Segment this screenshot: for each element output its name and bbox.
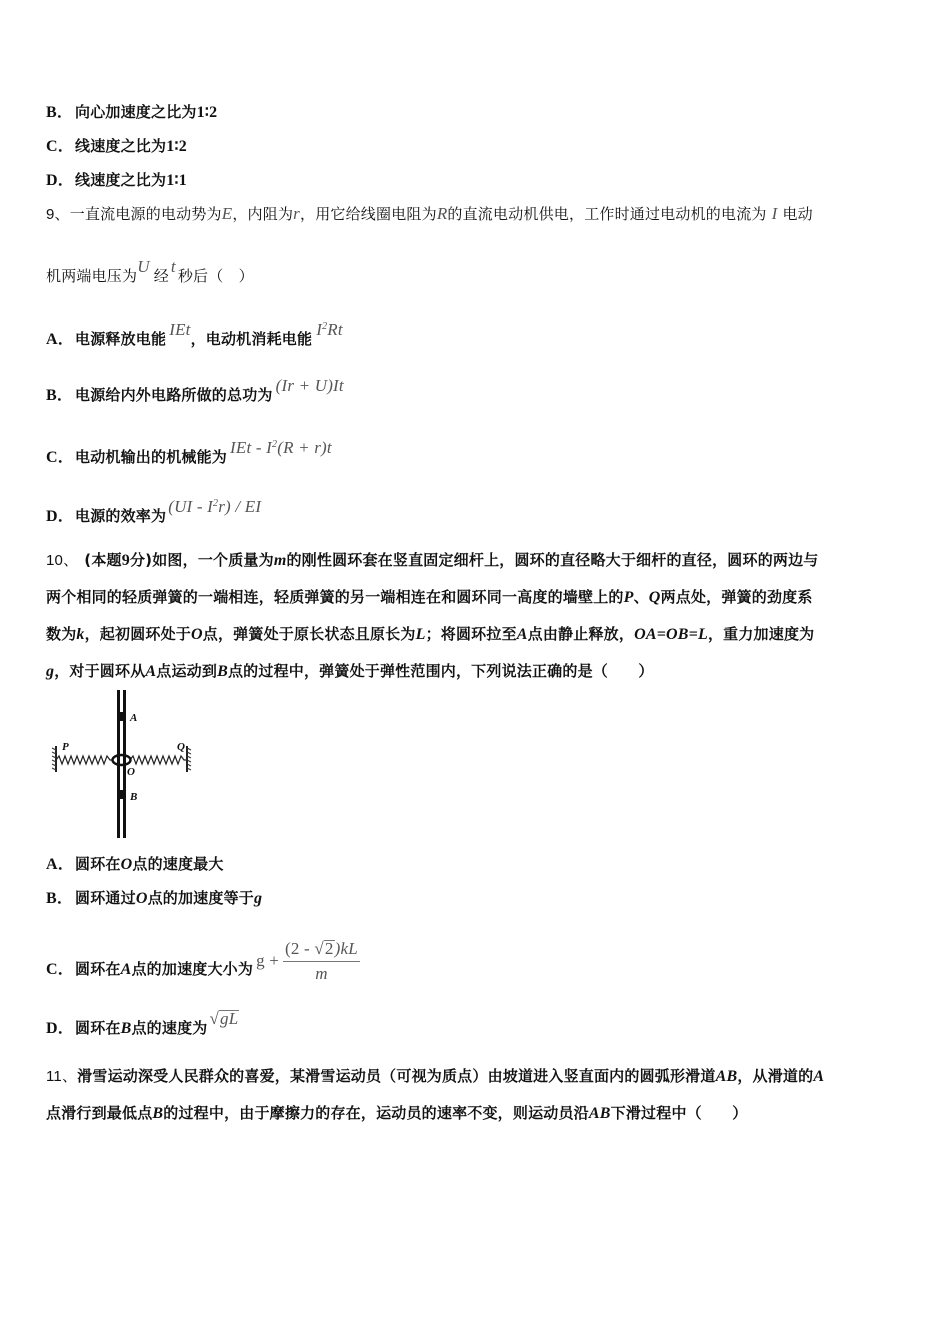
- option-letter: D．: [46, 508, 74, 525]
- fraction-denominator: m: [315, 964, 328, 983]
- q10-option-d: [46, 1009, 239, 1039]
- stem-text: ，内阻为: [232, 205, 294, 223]
- var-U: U: [137, 257, 150, 276]
- option-letter: B．: [46, 387, 74, 404]
- q8-option-b: [46, 102, 217, 123]
- q11-stem-line2: [46, 1103, 747, 1124]
- var-k: k: [76, 626, 85, 643]
- stem-text: 、: [633, 588, 649, 606]
- stem-text: 秒后（ ）: [177, 267, 254, 285]
- formula-g-plus: g +: [256, 951, 280, 970]
- var-AB: AB: [588, 1105, 611, 1122]
- spring-ring-figure: [50, 690, 200, 838]
- q9-option-b: [46, 376, 344, 406]
- var-B: B: [152, 1105, 164, 1122]
- option-text: 点的速度最大: [132, 855, 224, 873]
- equation: OA=OB=L: [634, 626, 708, 643]
- stem-text: ，起初圆环处于: [84, 625, 192, 643]
- var-t: t: [170, 257, 176, 276]
- formula-part: (R + r)t: [277, 438, 332, 457]
- formula: IEt: [169, 320, 191, 339]
- fraction: [283, 939, 360, 984]
- spring-ring-diagram: [50, 690, 200, 838]
- q10-stem-line3: [46, 624, 814, 645]
- option-text: 线速度之比为: [75, 137, 167, 155]
- q8-option-c: [46, 136, 187, 157]
- stem-text: 的直流电动机供电，工作时通过电动机的电流为: [447, 205, 767, 223]
- formula-part: (UI - I: [168, 497, 214, 516]
- stem-text: 分)如图，一个质量为: [129, 551, 274, 569]
- option-text: ，电动机消耗电能: [190, 330, 313, 348]
- formula-part: r) / EI: [218, 497, 262, 516]
- var-O: O: [191, 626, 203, 643]
- formula-sqrt: [210, 1009, 240, 1028]
- fraction-numerator: [283, 939, 360, 962]
- sqrt-icon: √: [314, 939, 324, 958]
- label-O: O: [127, 766, 135, 778]
- option-letter: C．: [46, 138, 74, 155]
- stem-text: ，重力加速度为: [707, 625, 815, 643]
- option-text: 圆环在: [75, 855, 121, 873]
- stem-text: (本题: [84, 551, 122, 569]
- sqrt-content: gL: [220, 1009, 239, 1028]
- formula: (Ir + U)It: [275, 376, 344, 395]
- q8-option-d: [46, 170, 187, 191]
- formula-rest: Rt: [327, 320, 343, 339]
- option-text: 电源释放电能: [75, 330, 167, 348]
- formula: [168, 497, 261, 516]
- stem-text: 点运动到: [156, 662, 218, 680]
- stem-text: 点滑行到最低点: [46, 1104, 153, 1122]
- stem-text: 点由静止释放，: [527, 625, 635, 643]
- option-letter: A．: [46, 331, 74, 348]
- question-number: 10、: [46, 552, 79, 569]
- q10-stem-line4: [46, 661, 654, 682]
- stem-text: ，对于圆环从: [54, 662, 146, 680]
- var-R: R: [436, 204, 448, 223]
- option-text: 圆环通过: [75, 889, 136, 907]
- option-letter: D．: [46, 172, 74, 189]
- option-text: 点的加速度等于: [147, 889, 254, 907]
- option-text: 圆环在: [75, 960, 121, 978]
- option-text: 点的速度为: [131, 1019, 208, 1037]
- option-ratio: 1∶1: [166, 172, 187, 189]
- var-I: I: [771, 204, 778, 223]
- option-letter: C．: [46, 449, 74, 466]
- var-E: E: [221, 204, 233, 223]
- formula-sup: 2: [213, 498, 219, 509]
- label-B: B: [130, 791, 138, 803]
- stem-text: 两个相同的轻质弹簧的一端相连，轻质弹簧的另一端相连在和圆环同一高度的墙壁上的: [46, 588, 624, 606]
- var-O: O: [120, 856, 133, 873]
- q10-stem-line2: [46, 587, 813, 608]
- option-letter: B．: [46, 890, 74, 907]
- stem-text: 点，弹簧处于原长状态且原长为: [202, 625, 416, 643]
- var-O: O: [135, 890, 148, 907]
- stem-text: 下滑过程中（ ）: [610, 1104, 748, 1122]
- q10-option-a: [46, 854, 224, 875]
- stem-text: ，用它给线圈电阻为: [300, 205, 437, 223]
- stem-text: 电动: [782, 205, 813, 223]
- stem-text: 经: [153, 267, 169, 285]
- stem-text: 两点处，弹簧的劲度系: [660, 588, 813, 606]
- var-P: P: [623, 589, 634, 606]
- var-r: r: [293, 204, 300, 223]
- q9-option-d: [46, 497, 262, 527]
- q9-stem-line2: [46, 257, 254, 286]
- option-letter: D．: [46, 1020, 74, 1037]
- question-number: 9、: [46, 206, 70, 223]
- stem-text: 的刚性圆环套在竖直固定细杆上，圆环的直径略大于细杆的直径，圆环的两边与: [286, 551, 819, 569]
- q9-stem-line1: [46, 204, 813, 225]
- label-P: P: [62, 741, 69, 753]
- option-text: 电源的效率为: [75, 507, 167, 525]
- stem-text: 滑雪运动深受人民群众的喜爱，某滑雪运动员（可视为质点）由坡道进入竖直面内的圆弧形滑道: [77, 1067, 716, 1085]
- stem-text: 机两端电压为: [46, 267, 138, 285]
- label-Q: Q: [177, 741, 185, 753]
- formula-sup: 2: [322, 321, 328, 332]
- option-text: 向心加速度之比为: [75, 103, 197, 121]
- var-A: A: [145, 663, 157, 680]
- option-letter: A．: [46, 856, 74, 873]
- var-A: A: [120, 961, 132, 978]
- option-text: 电动机输出的机械能为: [75, 448, 228, 466]
- var-g: g: [253, 890, 263, 907]
- var-Q: Q: [648, 589, 661, 606]
- option-text: 点的加速度大小为: [131, 960, 254, 978]
- q11-stem-line1: [46, 1066, 824, 1087]
- formula-sup: 2: [272, 439, 278, 450]
- score: 9: [121, 552, 130, 569]
- q9-option-a: [46, 320, 343, 350]
- numerator-part: (2 -: [285, 939, 315, 958]
- var-m: m: [273, 552, 287, 569]
- q10-option-c: [46, 939, 360, 992]
- numerator-part: )kL: [334, 939, 358, 958]
- stem-text: ，从滑道的: [737, 1067, 814, 1085]
- sqrt-icon: √: [209, 1009, 220, 1028]
- stem-text: 点的过程中，弹簧处于弹性范围内，下列说法正确的是（ ）: [227, 662, 654, 680]
- option-text: 圆环在: [75, 1019, 121, 1037]
- q10-option-b: [46, 888, 262, 909]
- stem-text: 的过程中，由于摩擦力的存在，运动员的速率不变，则运动员沿: [163, 1104, 589, 1122]
- option-ratio: 1∶2: [196, 104, 218, 121]
- q9-option-c: [46, 438, 332, 468]
- option-letter: C．: [46, 961, 74, 978]
- var-B: B: [120, 1020, 132, 1037]
- formula-part: IEt - I: [230, 438, 273, 457]
- option-ratio: 1∶2: [166, 138, 187, 155]
- var-A: A: [813, 1068, 825, 1085]
- stem-text: ；将圆环拉至: [425, 625, 517, 643]
- formula: [316, 320, 343, 339]
- stem-text: 数为: [46, 625, 77, 643]
- var-AB: AB: [715, 1068, 738, 1085]
- var-L: L: [415, 626, 426, 643]
- option-text: 线速度之比为: [75, 171, 167, 189]
- option-letter: B．: [46, 104, 74, 121]
- var-B: B: [217, 663, 228, 680]
- var-g: g: [46, 663, 55, 680]
- label-A: A: [130, 712, 138, 724]
- formula-base: I: [316, 320, 323, 339]
- option-text: 电源给内外电路所做的总功为: [75, 386, 273, 404]
- var-A: A: [516, 626, 528, 643]
- q10-stem-line1: [46, 550, 819, 571]
- stem-text: 一直流电源的电动势为: [69, 205, 222, 223]
- sqrt-content: 2: [324, 939, 334, 958]
- formula: [230, 438, 332, 457]
- question-number: 11、: [46, 1068, 78, 1085]
